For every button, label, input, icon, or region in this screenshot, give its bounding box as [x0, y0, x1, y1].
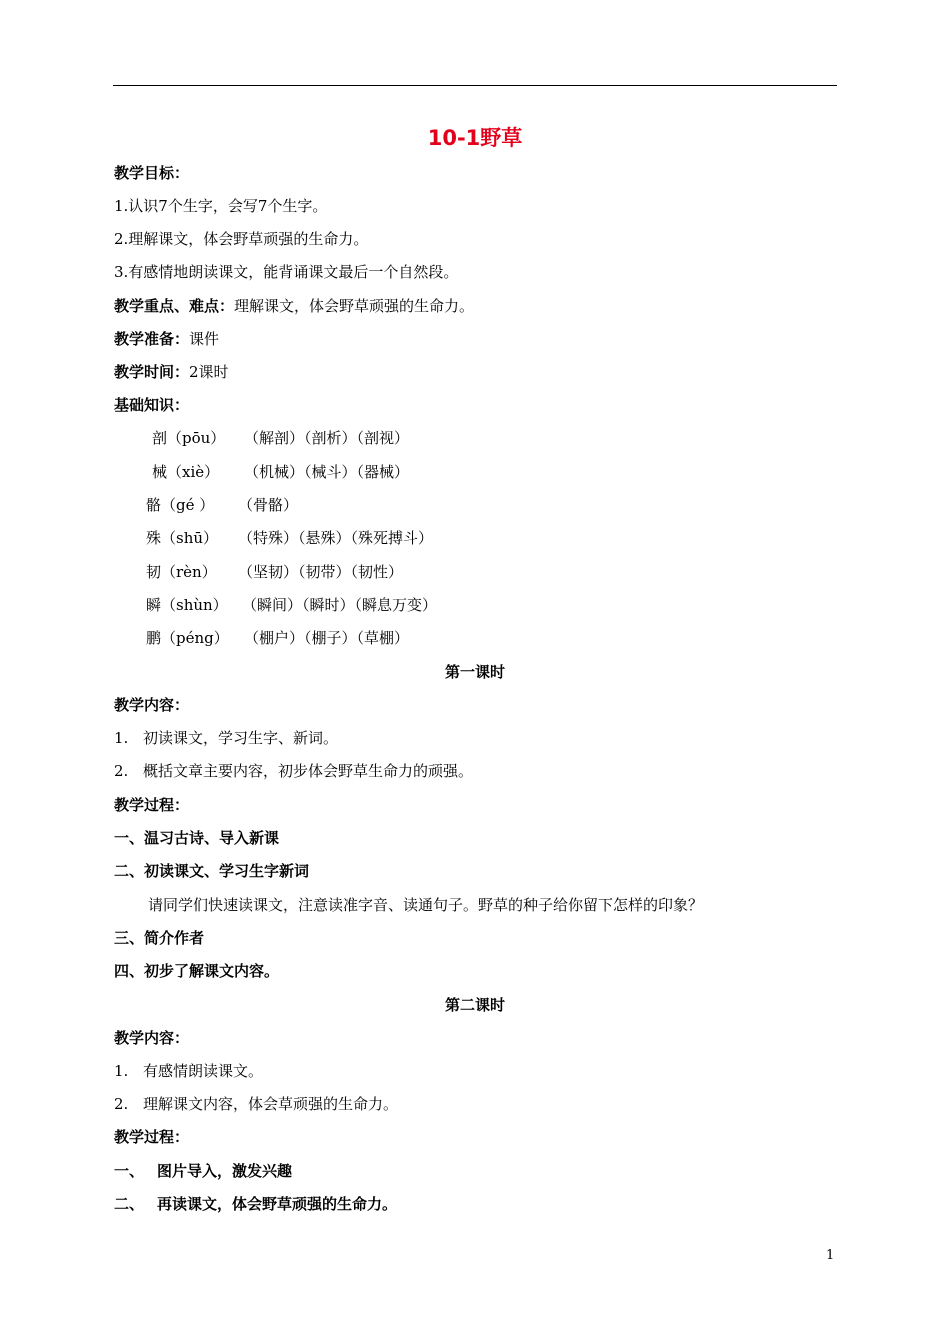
objective-item: 1.认识7个生字，会写7个生字。 [114, 197, 328, 215]
vocab-row [146, 528, 433, 548]
vocab-row [146, 495, 298, 515]
lesson1-step: 四、初步了解课文内容。 [114, 962, 280, 980]
step-text: 再读课文，体会野草顽强的生命力。 [157, 1195, 398, 1213]
vocab-row [152, 462, 409, 482]
lesson2-step [114, 1161, 292, 1181]
item-number: 2. [114, 762, 129, 780]
objectives-label: 教学目标： [114, 164, 190, 182]
teaching-time [114, 362, 229, 382]
vocab-words: （骨骼） [238, 496, 299, 514]
lesson1-heading: 第一课时 [444, 663, 505, 681]
lesson1-content-label: 教学内容： [114, 696, 190, 714]
preparation [114, 329, 219, 349]
vocab-words: （坚韧）（韧带）（韧性） [238, 563, 404, 581]
vocab-row [146, 562, 403, 582]
vocab-words: （棚户）（棚子）（草棚） [244, 629, 410, 647]
preparation-label: 教学准备： [114, 330, 190, 348]
vocab-char: 瞬（shùn） [146, 596, 228, 614]
lesson1-step: 一、温习古诗、导入新课 [114, 829, 280, 847]
time-text: 2课时 [189, 363, 229, 381]
vocab-words: （特殊）（悬殊）（殊死搏斗） [238, 529, 434, 547]
lesson1-step: 二、初读课文、学习生字新词 [114, 862, 310, 880]
step-number: 二、 [114, 1195, 145, 1213]
page-number: 1 [826, 1248, 835, 1263]
lesson2-content-label: 教学内容： [114, 1029, 190, 1047]
objective-item: 2.理解课文，体会野草顽强的生命力。 [114, 230, 369, 248]
vocab-words: （机械）（械斗）（器械） [244, 463, 410, 481]
key-points-text: 理解课文，体会野草顽强的生命力。 [234, 297, 475, 315]
time-label: 教学时间： [114, 363, 190, 381]
item-number: 1. [114, 1062, 129, 1080]
lesson1-process-label: 教学过程： [114, 796, 190, 814]
vocab-row [152, 428, 409, 448]
lesson2-content-item [114, 1094, 398, 1114]
lesson1-content-item [114, 761, 473, 781]
lesson2-process-label: 教学过程： [114, 1128, 190, 1146]
item-number: 1. [114, 729, 129, 747]
vocab-row [146, 628, 409, 648]
vocab-char: 殊（shū） [146, 529, 219, 547]
item-text: 理解课文内容，体会草顽强的生命力。 [143, 1095, 399, 1113]
objective-item: 3.有感情地朗读课文，能背诵课文最后一个自然段。 [114, 263, 459, 281]
key-points [114, 296, 474, 316]
vocab-char: 械（xiè） [152, 463, 220, 481]
step-number: 一、 [114, 1162, 145, 1180]
vocab-char: 剖（pōu） [152, 429, 226, 447]
item-text: 初读课文，学习生字、新词。 [143, 729, 339, 747]
key-points-label: 教学重点、难点： [114, 297, 235, 315]
lesson1-step-text: 请同学们快速读课文，注意读准字音、读通句子。野草的种子给你留下怎样的印象？ [148, 896, 704, 914]
vocab-char: 鹏（péng） [146, 629, 229, 647]
page-title: 10-1野草 [427, 126, 523, 150]
header-rule [113, 85, 837, 86]
vocab-words: （瞬间）（瞬时）（瞬息万变） [242, 596, 438, 614]
preparation-text: 课件 [189, 330, 220, 348]
vocab-char: 骼（gé ） [146, 496, 215, 514]
lesson2-content-item [114, 1061, 263, 1081]
vocab-row [146, 595, 437, 615]
step-text: 图片导入，激发兴趣 [157, 1162, 293, 1180]
lesson2-heading: 第二课时 [444, 996, 505, 1014]
lesson1-step: 三、简介作者 [114, 929, 205, 947]
item-text: 概括文章主要内容，初步体会野草生命力的顽强。 [143, 762, 474, 780]
vocab-char: 韧（rèn） [146, 563, 217, 581]
lesson1-content-item [114, 728, 338, 748]
item-text: 有感情朗读课文。 [143, 1062, 264, 1080]
item-number: 2. [114, 1095, 129, 1113]
basics-label: 基础知识： [114, 396, 190, 414]
lesson2-step [114, 1194, 397, 1214]
vocab-words: （解剖）（剖析）（剖视） [244, 429, 410, 447]
